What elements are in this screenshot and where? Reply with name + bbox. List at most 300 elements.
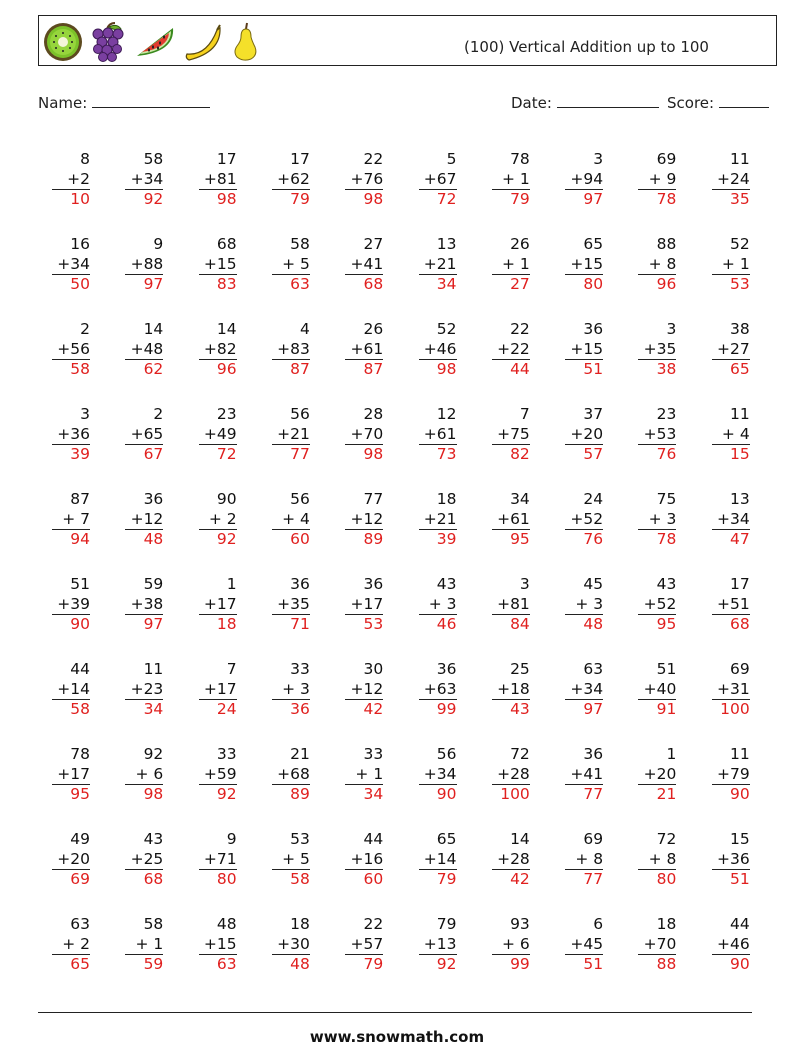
addend-line: +36 bbox=[712, 850, 750, 871]
addition-problem bbox=[52, 320, 90, 380]
answer: 44 bbox=[510, 360, 530, 378]
addition-problem bbox=[712, 405, 750, 465]
answer: 78 bbox=[656, 530, 677, 548]
top-number: 3 bbox=[80, 405, 90, 423]
addend-line: +15 bbox=[199, 935, 237, 956]
addition-problem bbox=[52, 660, 90, 720]
answer: 76 bbox=[583, 530, 604, 548]
addition-problem bbox=[712, 745, 750, 805]
date-blank[interactable] bbox=[557, 93, 659, 108]
banana-icon bbox=[183, 22, 223, 62]
addition-problem bbox=[638, 575, 676, 635]
addition-problem bbox=[565, 405, 603, 465]
addend-line: +49 bbox=[199, 425, 237, 446]
top-number: 22 bbox=[363, 150, 384, 168]
top-number: 65 bbox=[583, 235, 604, 253]
answer: 84 bbox=[510, 615, 530, 633]
addend-line: +38 bbox=[125, 595, 163, 616]
answer: 69 bbox=[70, 870, 90, 888]
addition-problem bbox=[199, 575, 237, 635]
answer: 100 bbox=[720, 700, 750, 718]
top-number: 24 bbox=[583, 490, 604, 508]
top-number: 14 bbox=[216, 320, 237, 338]
addition-problem bbox=[565, 235, 603, 295]
addition-problem bbox=[199, 915, 237, 975]
top-number: 13 bbox=[729, 490, 750, 508]
top-number: 13 bbox=[436, 235, 457, 253]
worksheet-title: (100) Vertical Addition up to 100 bbox=[464, 38, 709, 56]
top-number: 2 bbox=[153, 405, 164, 423]
answer: 95 bbox=[510, 530, 530, 548]
addition-problem bbox=[419, 150, 457, 210]
answer: 98 bbox=[363, 190, 384, 208]
addition-problem bbox=[125, 660, 163, 720]
top-number: 9 bbox=[153, 235, 164, 253]
addition-problem bbox=[52, 745, 90, 805]
answer: 51 bbox=[729, 870, 750, 888]
addition-problem bbox=[565, 575, 603, 635]
addition-problem bbox=[492, 915, 530, 975]
top-number: 45 bbox=[583, 575, 604, 593]
date-field bbox=[511, 93, 659, 112]
answer: 92 bbox=[216, 530, 237, 548]
answer: 18 bbox=[216, 615, 237, 633]
addend-line: +35 bbox=[272, 595, 310, 616]
addition-problem bbox=[52, 405, 90, 465]
addition-problem bbox=[272, 830, 310, 890]
top-number: 52 bbox=[729, 235, 750, 253]
addend-line: +79 bbox=[712, 765, 750, 786]
addend-line: +83 bbox=[272, 340, 310, 361]
addend-line: +31 bbox=[712, 680, 750, 701]
top-number: 36 bbox=[143, 490, 164, 508]
top-number: 43 bbox=[656, 575, 677, 593]
answer: 71 bbox=[290, 615, 310, 633]
answer: 89 bbox=[290, 785, 310, 803]
answer: 68 bbox=[143, 870, 164, 888]
answer: 65 bbox=[729, 360, 750, 378]
top-number: 2 bbox=[80, 320, 90, 338]
top-number: 53 bbox=[290, 830, 310, 848]
addition-problem bbox=[419, 320, 457, 380]
answer: 90 bbox=[729, 785, 750, 803]
addition-problem bbox=[125, 490, 163, 550]
addend-line: +48 bbox=[125, 340, 163, 361]
addend-line: +41 bbox=[565, 765, 603, 786]
top-number: 17 bbox=[290, 150, 310, 168]
score-field bbox=[667, 93, 769, 112]
answer: 34 bbox=[143, 700, 164, 718]
top-number: 18 bbox=[656, 915, 677, 933]
top-number: 43 bbox=[143, 830, 164, 848]
answer: 77 bbox=[583, 870, 604, 888]
addend-line: +70 bbox=[638, 935, 676, 956]
top-number: 11 bbox=[729, 405, 750, 423]
addend-line: +46 bbox=[712, 935, 750, 956]
addend-line: +57 bbox=[345, 935, 383, 956]
grapes-icon bbox=[89, 21, 127, 63]
addition-problem bbox=[419, 575, 457, 635]
top-number: 75 bbox=[656, 490, 677, 508]
addend-line: + 5 bbox=[272, 850, 310, 871]
addend-line: +40 bbox=[638, 680, 676, 701]
addend-line: +28 bbox=[492, 765, 530, 786]
answer: 87 bbox=[363, 360, 384, 378]
addend-line: + 6 bbox=[125, 765, 163, 786]
answer: 96 bbox=[216, 360, 237, 378]
addition-problem bbox=[565, 490, 603, 550]
top-number: 22 bbox=[363, 915, 384, 933]
addition-problem bbox=[52, 575, 90, 635]
addend-line: + 4 bbox=[272, 510, 310, 531]
addend-line: +18 bbox=[492, 680, 530, 701]
top-number: 44 bbox=[729, 915, 750, 933]
addition-problem bbox=[492, 320, 530, 380]
name-field bbox=[38, 93, 210, 112]
answer: 96 bbox=[656, 275, 677, 293]
addend-line: +17 bbox=[345, 595, 383, 616]
addition-problem bbox=[52, 150, 90, 210]
answer: 95 bbox=[70, 785, 90, 803]
answer: 82 bbox=[510, 445, 530, 463]
answer: 65 bbox=[70, 955, 90, 973]
answer: 42 bbox=[510, 870, 530, 888]
addend-line: +34 bbox=[565, 680, 603, 701]
addend-line: +13 bbox=[419, 935, 457, 956]
addition-problem bbox=[492, 490, 530, 550]
addition-problem bbox=[712, 150, 750, 210]
top-number: 72 bbox=[656, 830, 677, 848]
top-number: 48 bbox=[216, 915, 237, 933]
top-number: 90 bbox=[216, 490, 237, 508]
top-number: 78 bbox=[510, 150, 530, 168]
answer: 53 bbox=[729, 275, 750, 293]
addition-problem bbox=[712, 915, 750, 975]
addition-problem bbox=[345, 235, 383, 295]
addend-line: + 6 bbox=[492, 935, 530, 956]
addition-problem bbox=[492, 235, 530, 295]
addition-problem bbox=[199, 660, 237, 720]
addend-line: +36 bbox=[52, 425, 90, 446]
addition-problem bbox=[712, 830, 750, 890]
top-number: 22 bbox=[510, 320, 530, 338]
addend-line: +61 bbox=[419, 425, 457, 446]
addend-line: +59 bbox=[199, 765, 237, 786]
addend-line: +71 bbox=[199, 850, 237, 871]
addition-problem bbox=[199, 405, 237, 465]
top-number: 21 bbox=[290, 745, 310, 763]
answer: 98 bbox=[216, 190, 237, 208]
top-number: 69 bbox=[583, 830, 604, 848]
top-number: 56 bbox=[436, 745, 457, 763]
answer: 63 bbox=[216, 955, 237, 973]
answer: 97 bbox=[143, 615, 164, 633]
addition-problem bbox=[419, 830, 457, 890]
addend-line: +14 bbox=[52, 680, 90, 701]
addition-problem bbox=[125, 405, 163, 465]
addend-line: +25 bbox=[125, 850, 163, 871]
answer: 79 bbox=[436, 870, 457, 888]
addend-line: +61 bbox=[492, 510, 530, 531]
answer: 63 bbox=[290, 275, 310, 293]
addition-problem bbox=[52, 915, 90, 975]
answer: 73 bbox=[436, 445, 457, 463]
addition-problem bbox=[712, 660, 750, 720]
addition-problem bbox=[52, 235, 90, 295]
answer: 42 bbox=[363, 700, 384, 718]
addend-line: +34 bbox=[52, 255, 90, 276]
answer: 98 bbox=[363, 445, 384, 463]
addend-line: +12 bbox=[345, 510, 383, 531]
answer: 90 bbox=[729, 955, 750, 973]
top-number: 63 bbox=[70, 915, 90, 933]
score-blank[interactable] bbox=[719, 93, 769, 108]
top-number: 77 bbox=[363, 490, 384, 508]
top-number: 33 bbox=[363, 745, 384, 763]
top-number: 63 bbox=[583, 660, 604, 678]
addend-line: +52 bbox=[638, 595, 676, 616]
answer: 87 bbox=[290, 360, 310, 378]
addend-line: + 3 bbox=[272, 680, 310, 701]
top-number: 69 bbox=[656, 150, 677, 168]
addition-problem bbox=[125, 575, 163, 635]
addition-problem bbox=[272, 915, 310, 975]
addend-line: + 5 bbox=[272, 255, 310, 276]
addition-problem bbox=[272, 405, 310, 465]
answer: 77 bbox=[290, 445, 310, 463]
top-number: 36 bbox=[290, 575, 310, 593]
addend-line: +76 bbox=[345, 170, 383, 191]
top-number: 8 bbox=[80, 150, 90, 168]
top-number: 23 bbox=[656, 405, 677, 423]
answer: 46 bbox=[436, 615, 457, 633]
top-number: 3 bbox=[519, 575, 530, 593]
addition-problem bbox=[492, 745, 530, 805]
addition-problem bbox=[345, 660, 383, 720]
answer: 100 bbox=[500, 785, 530, 803]
top-number: 92 bbox=[143, 745, 164, 763]
kiwi-icon bbox=[43, 22, 83, 62]
answer: 59 bbox=[143, 955, 164, 973]
addend-line: +65 bbox=[125, 425, 163, 446]
addend-line: +12 bbox=[125, 510, 163, 531]
addend-line: +39 bbox=[52, 595, 90, 616]
addition-problem bbox=[125, 320, 163, 380]
top-number: 44 bbox=[70, 660, 90, 678]
problem-row bbox=[52, 405, 772, 490]
answer: 47 bbox=[729, 530, 750, 548]
addend-line: +81 bbox=[199, 170, 237, 191]
answer: 68 bbox=[363, 275, 384, 293]
addition-problem bbox=[272, 660, 310, 720]
answer: 39 bbox=[70, 445, 90, 463]
addition-problem bbox=[345, 490, 383, 550]
addend-line: +75 bbox=[492, 425, 530, 446]
answer: 72 bbox=[216, 445, 237, 463]
addend-line: +28 bbox=[492, 850, 530, 871]
name-blank[interactable] bbox=[92, 93, 210, 108]
addend-line: +67 bbox=[419, 170, 457, 191]
addition-problem bbox=[199, 830, 237, 890]
answer: 80 bbox=[656, 870, 677, 888]
top-number: 65 bbox=[436, 830, 457, 848]
addition-problem bbox=[492, 660, 530, 720]
answer: 53 bbox=[363, 615, 384, 633]
problem-row bbox=[52, 915, 772, 1000]
top-number: 7 bbox=[519, 405, 530, 423]
top-number: 37 bbox=[583, 405, 604, 423]
addition-problem bbox=[125, 745, 163, 805]
addend-line: + 3 bbox=[419, 595, 457, 616]
addition-problem bbox=[638, 490, 676, 550]
top-number: 51 bbox=[70, 575, 90, 593]
addition-problem bbox=[199, 490, 237, 550]
addend-line: +68 bbox=[272, 765, 310, 786]
addend-line: +20 bbox=[638, 765, 676, 786]
addition-problem bbox=[199, 745, 237, 805]
answer: 67 bbox=[143, 445, 164, 463]
addend-line: +20 bbox=[565, 425, 603, 446]
answer: 99 bbox=[436, 700, 457, 718]
addition-problem bbox=[199, 320, 237, 380]
addend-line: +24 bbox=[712, 170, 750, 191]
top-number: 27 bbox=[363, 235, 384, 253]
answer: 60 bbox=[363, 870, 384, 888]
answer: 79 bbox=[290, 190, 310, 208]
addition-problem bbox=[712, 235, 750, 295]
addend-line: +61 bbox=[345, 340, 383, 361]
addition-problem bbox=[125, 915, 163, 975]
addend-line: +12 bbox=[345, 680, 383, 701]
answer: 91 bbox=[656, 700, 677, 718]
addition-problem bbox=[638, 660, 676, 720]
answer: 24 bbox=[216, 700, 237, 718]
top-number: 5 bbox=[446, 150, 457, 168]
addend-line: +21 bbox=[272, 425, 310, 446]
addend-line: +14 bbox=[419, 850, 457, 871]
answer: 48 bbox=[290, 955, 310, 973]
addition-problem bbox=[272, 490, 310, 550]
addend-line: +94 bbox=[565, 170, 603, 191]
name-label: Name: bbox=[38, 94, 88, 112]
addend-line: + 3 bbox=[638, 510, 676, 531]
top-number: 56 bbox=[290, 405, 310, 423]
answer: 58 bbox=[70, 360, 90, 378]
addition-problem bbox=[712, 575, 750, 635]
top-number: 72 bbox=[510, 745, 530, 763]
addend-line: +15 bbox=[199, 255, 237, 276]
top-number: 36 bbox=[363, 575, 384, 593]
addend-line: +53 bbox=[638, 425, 676, 446]
answer: 51 bbox=[583, 360, 604, 378]
top-number: 38 bbox=[729, 320, 750, 338]
top-number: 18 bbox=[290, 915, 310, 933]
answer: 92 bbox=[436, 955, 457, 973]
top-number: 15 bbox=[729, 830, 750, 848]
addend-line: +34 bbox=[125, 170, 163, 191]
addition-problem bbox=[125, 830, 163, 890]
top-number: 30 bbox=[363, 660, 384, 678]
answer: 58 bbox=[290, 870, 310, 888]
answer: 97 bbox=[583, 700, 604, 718]
watermelon-icon bbox=[133, 22, 177, 62]
addend-line: + 1 bbox=[712, 255, 750, 276]
addend-line: + 8 bbox=[638, 255, 676, 276]
top-number: 1 bbox=[226, 575, 237, 593]
date-label: Date: bbox=[511, 94, 552, 112]
addend-line: +2 bbox=[52, 170, 90, 191]
top-number: 14 bbox=[510, 830, 530, 848]
top-number: 56 bbox=[290, 490, 310, 508]
addend-line: +20 bbox=[52, 850, 90, 871]
top-number: 78 bbox=[70, 745, 90, 763]
fruit-icons bbox=[43, 20, 263, 64]
answer: 98 bbox=[143, 785, 164, 803]
top-number: 36 bbox=[583, 320, 604, 338]
addition-problem bbox=[419, 915, 457, 975]
addend-line: +52 bbox=[565, 510, 603, 531]
addition-problem bbox=[565, 915, 603, 975]
top-number: 23 bbox=[216, 405, 237, 423]
addition-problem bbox=[345, 150, 383, 210]
answer: 78 bbox=[656, 190, 677, 208]
addend-line: +70 bbox=[345, 425, 383, 446]
answer: 72 bbox=[436, 190, 457, 208]
addition-problem bbox=[565, 830, 603, 890]
addend-line: +30 bbox=[272, 935, 310, 956]
answer: 21 bbox=[656, 785, 677, 803]
answer: 79 bbox=[363, 955, 384, 973]
problem-row bbox=[52, 745, 772, 830]
top-number: 7 bbox=[226, 660, 237, 678]
addend-line: + 9 bbox=[638, 170, 676, 191]
addition-problem bbox=[638, 405, 676, 465]
top-number: 6 bbox=[593, 915, 604, 933]
top-number: 11 bbox=[729, 150, 750, 168]
addition-problem bbox=[345, 830, 383, 890]
top-number: 34 bbox=[510, 490, 530, 508]
addition-problem bbox=[345, 575, 383, 635]
addend-line: + 1 bbox=[125, 935, 163, 956]
addend-line: +45 bbox=[565, 935, 603, 956]
top-number: 58 bbox=[290, 235, 310, 253]
addition-problem bbox=[565, 320, 603, 380]
addition-problem bbox=[638, 150, 676, 210]
top-number: 3 bbox=[593, 150, 604, 168]
answer: 97 bbox=[583, 190, 604, 208]
top-number: 1 bbox=[666, 745, 677, 763]
answer: 57 bbox=[583, 445, 604, 463]
answer: 94 bbox=[70, 530, 90, 548]
addition-problem bbox=[492, 405, 530, 465]
top-number: 26 bbox=[510, 235, 530, 253]
answer: 97 bbox=[143, 275, 164, 293]
top-number: 58 bbox=[143, 915, 164, 933]
addend-line: +34 bbox=[419, 765, 457, 786]
addition-problem bbox=[345, 405, 383, 465]
addend-line: +46 bbox=[419, 340, 457, 361]
addition-problem bbox=[638, 235, 676, 295]
addition-problem bbox=[272, 575, 310, 635]
addition-problem bbox=[272, 320, 310, 380]
addition-problem bbox=[419, 660, 457, 720]
addend-line: + 2 bbox=[52, 935, 90, 956]
addend-line: + 1 bbox=[492, 170, 530, 191]
answer: 15 bbox=[729, 445, 750, 463]
addend-line: +34 bbox=[712, 510, 750, 531]
answer: 48 bbox=[143, 530, 164, 548]
addend-line: +15 bbox=[565, 340, 603, 361]
